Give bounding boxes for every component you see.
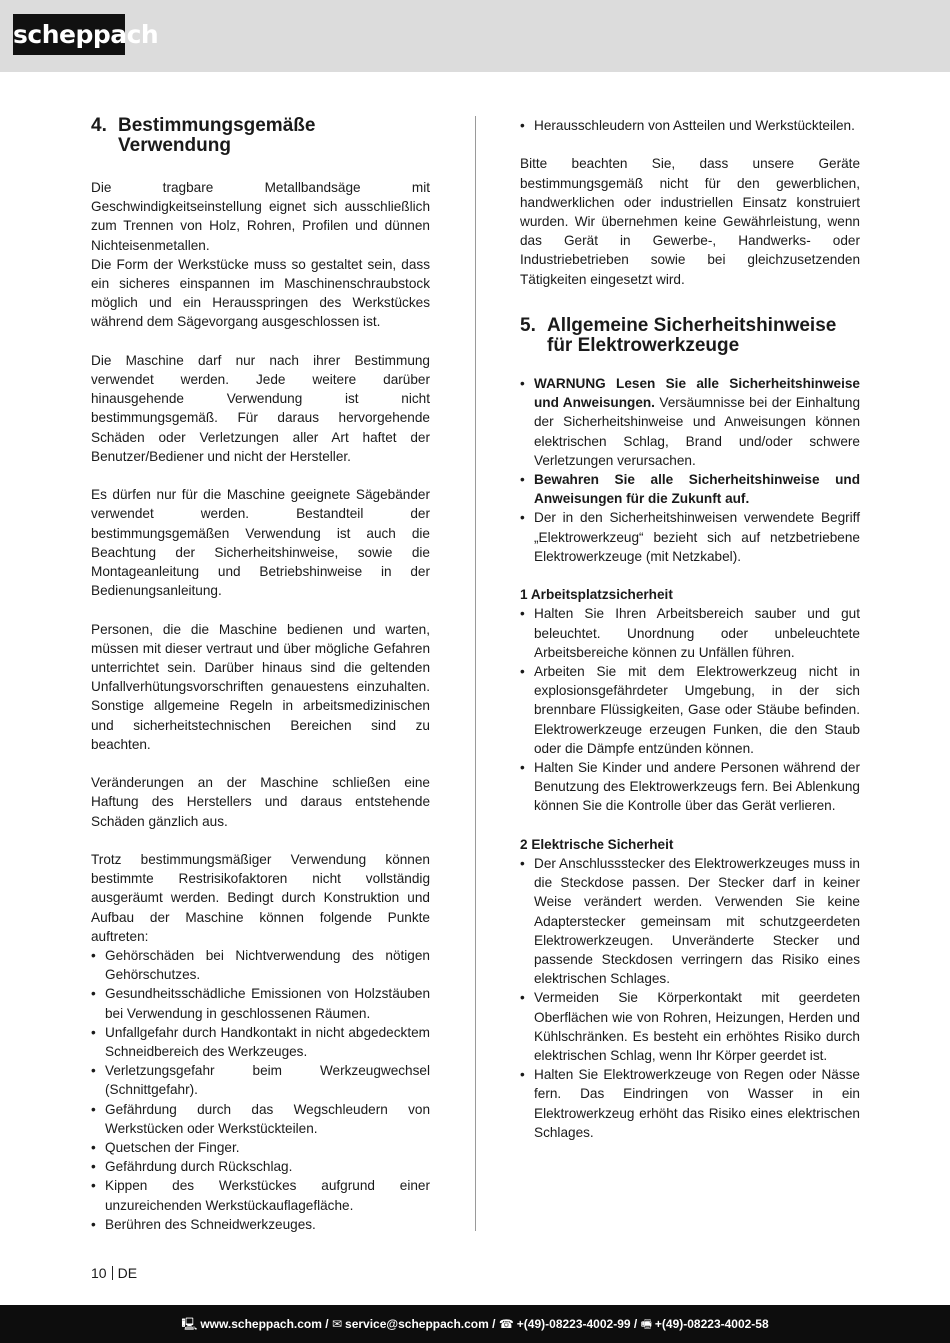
page-indicator [91,1265,137,1281]
computer-icon: 🖳 [181,1317,198,1331]
list-item: • Arbeiten Sie mit dem Elektrowerkzeug nicht in explosionsgefährdeter Umgebung, in der sich brennbare Flüssigkeiten, Gase oder Stäube befinden. Elektrowerkzeuge erzeugen Funken, die den Staub oder die Dämpfe entzünden können. [520,662,860,758]
list-item: • Berühren des Schneidwerkzeuges. [91,1215,430,1234]
contact-footer [0,1305,950,1343]
list-item: • Kippen des Werkstückes aufgrund einer unzureichenden Werkstückauflagefläche. [91,1176,430,1214]
page-separator [112,1266,113,1280]
separator: / [492,1317,496,1331]
commercial-use-paragraph: Bitte beachten Sie, dass unsere Geräte bestimmungsgemäß nicht für den gewerblichen, handwerklichen oder industriellen Einsatz konstruiert wurden. Wir übernehmen keine Gewährleistung, wenn das Gerät in Gewerbe-, Handwerks- oder Industriebetrieben sowie bei gleichzusetzenden Tätigkeiten eingesetzt wird. [520,156,860,287]
workplace-safety-list [520,604,860,815]
general-warnings-list [520,374,860,566]
section-5-title-line1: Allgemeine Sicherheitshinweise [547,315,837,336]
residual-risk-list [91,946,430,1234]
page-number: 10 [91,1265,107,1281]
header-band [0,0,950,72]
separator: / [633,1317,638,1331]
list-item: • Verletzungsgefahr beim Werkzeugwechsel (Schnittgefahr). [91,1061,430,1099]
section-5-title-line2: für Elektrowerkzeuge [547,335,740,356]
phone-number[interactable]: +(49)-08223-4002-99 [516,1317,631,1331]
term-definition-item: • Der in den Sicherheitshinweisen verwendete Begriff „Elektrowerkzeug“ bezieht sich auf netzbetriebene Elektrowerkzeuge (mit Netzkabel). [520,508,860,566]
keep-instructions-item [520,470,860,508]
section-4-heading [91,116,430,156]
mail-icon: ✉ [331,1317,343,1331]
list-item: • Halten Sie Kinder und andere Personen während der Benutzung des Elektrowerkzeugs fern. Bei Ablenkung können Sie die Kontrolle über das Gerät verlieren. [520,758,860,816]
scheppach-logo[interactable]: scheppach [13,14,125,55]
column-divider [475,116,476,1231]
section-4-number: 4. [91,115,107,136]
fax-icon: 🖷 [640,1317,652,1331]
saw-bands-paragraph: Es dürfen nur für die Maschine geeignete Sägebänder verwendet werden. Bestandteil der bestimmungsgemäßen Verwendung ist auch die Beachtung der Sicherheitshinweise, sowie die Montageanleitung und Betriebshinweise in der Bedienungsanleitung. [91,487,430,599]
operators-paragraph: Personen, die die Maschine bedienen und warten, müssen mit dieser vertraut und über mögliche Gefahren unterrichtet sein. Darüber hinaus sind die geltenden Unfallverhütungsvorschriften genauestens einzuhalten. Sonstige allgemeine Regeln in arbeitsmedizinischen und sicherheitstechnischen Bereichen sind zu beachten. [91,621,430,752]
list-item: • Gesundheitsschädliche Emissionen von Holzstäuben bei Verwendung in geschlossenen Räumen. [91,984,430,1022]
warning-item [520,374,860,470]
list-item: • Der Anschlussstecker des Elektrowerkzeuges muss in die Steckdose passen. Der Stecker darf in keiner Weise verändert werden. Verwenden Sie keine Adapterstecker gemeinsam mit schutzgeerdeten Elektrowerkzeugen. Unveränderte Stecker und passende Steckdosen verringern das Risiko eines elektrischen Schlages. [520,854,860,988]
workplace-safety-heading: 1 Arbeitsplatzsicherheit [520,587,673,603]
section-4-title: Bestimmungsgemäße Verwendung [118,115,316,156]
electrical-safety-list [520,854,860,1142]
list-item: • Gefährdung durch Rückschlag. [91,1157,430,1176]
list-item: • Gefährdung durch das Wegschleudern von Werkstücken oder Werkstückteilen. [91,1100,430,1138]
website-link[interactable]: www.scheppach.com [200,1317,322,1331]
modifications-paragraph: Veränderungen an der Maschine schließen eine Haftung des Herstellers und daraus entstehende Schäden gänzlich aus. [91,775,430,829]
list-item: • Herausschleudern von Astteilen und Werkstückteilen. [520,116,860,135]
liability-paragraph: Die Maschine darf nur nach ihrer Bestimmung verwendet werden. Jede weitere darüber hinausgehende Verwendung ist nicht bestimmungsgemäß. Für daraus hervorgehende Schäden oder Verletzungen aller Art haftet der Benutzer/Bediener und nicht der Hersteller. [91,352,430,464]
list-item: • Vermeiden Sie Körperkontakt mit geerdeten Oberflächen wie von Rohren, Heizungen, Herden und Kühlschränken. Es besteht ein erhöhtes Risiko durch elektrischen Schlag, wenn Ihr Körper geerdet ist. [520,988,860,1065]
fax-number[interactable]: +(49)-08223-4002-58 [654,1317,769,1331]
right-column [520,116,860,1142]
section-5-heading [520,316,860,356]
phone-icon: ☎ [498,1317,514,1331]
left-column [91,116,430,1234]
email-link[interactable]: service@scheppach.com [345,1317,489,1331]
electrical-safety-heading: 2 Elektrische Sicherheit [520,836,674,852]
residual-risk-paragraph: Trotz bestimmungsmäßiger Verwendung können bestimmte Restrisikofaktoren nicht vollständig ausgeräumt werden. Bedingt durch Konstruktion und Aufbau der Maschine können folgende Punkte auftreten: [91,852,430,944]
intended-use-paragraph: Die tragbare Metallbandsäge mit Geschwindigkeitseinstellung eignet sich ausschließlich zum Trennen von Holz, Rohren, Profilen und dünnen Nichteisenmetallen. [91,180,430,253]
list-item: • Quetschen der Finger. [91,1138,430,1157]
warning-bold-text: WARNUNG Lesen Sie alle Sicherheitshinweise und Anweisungen. [534,376,860,411]
list-item: • Halten Sie Ihren Arbeitsbereich sauber und gut beleuchtet. Unordnung oder unbeleuchtete Arbeitsbereiche können zu Unfällen führen. [520,604,860,662]
separator: / [325,1317,329,1331]
warning-text: Versäumnisse bei der Einhaltung der Sicherheitshinweise und Anweisungen können elektrischen Schlag, Brand und/oder schwere Verletzungen verursachen. [534,395,860,468]
list-item: • Halten Sie Elektrowerkzeuge von Regen oder Nässe fern. Das Eindringen von Wasser in ein Elektrowerkzeug erhöht das Risiko eines elektrischen Schlages. [520,1065,860,1142]
language-code: DE [117,1265,138,1281]
section-5-number: 5. [520,315,536,336]
residual-risk-list-continued [520,116,860,135]
workpiece-shape-paragraph: Die Form der Werkstücke muss so gestaltet sein, dass ein sicheres einspannen im Maschinenschraubstock möglich und ein Herausspringen des Werkstückes während dem Sägevorgang ausgeschlossen ist. [91,256,430,330]
list-item: • Gehörschäden bei Nichtverwendung des nötigen Gehörschutzes. [91,946,430,984]
keep-instructions-bold: Bewahren Sie alle Sicherheitshinweise und Anweisungen für die Zukunft auf. [534,472,860,507]
list-item: • Unfallgefahr durch Handkontakt in nicht abgedecktem Schneidbereich des Werkzeuges. [91,1023,430,1061]
